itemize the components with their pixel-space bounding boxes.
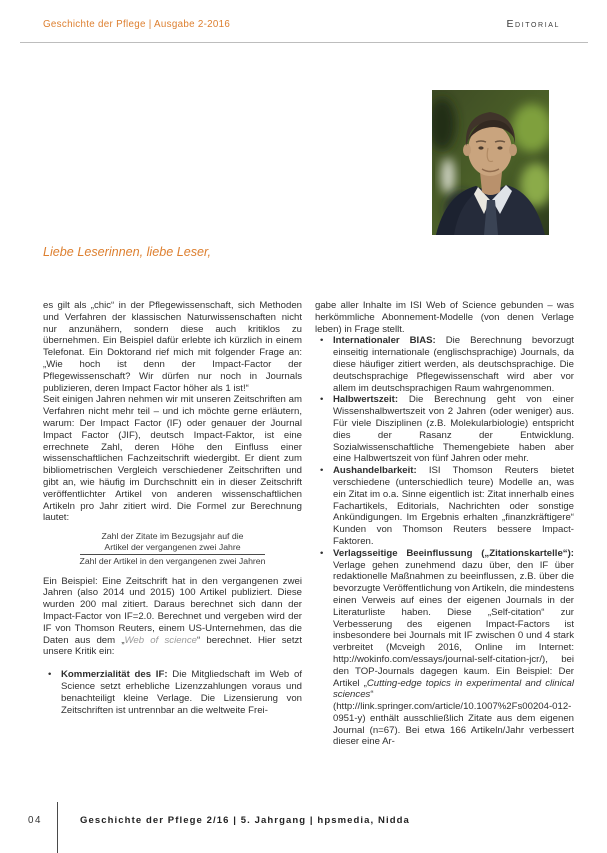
footer-divider bbox=[57, 802, 58, 853]
header-journal-title: Geschichte der Pflege | Ausgabe 2-2016 bbox=[43, 19, 231, 30]
paragraph: Seit einigen Jahren nehmen wir mit unseren Zeitschriften am Verfahren nicht mehr teil – und ich möchte gerne erläutern, warum: Der Impact Factor (IF) oder genauer der Journal Impact Factor (JIF), deutsch Impact-Faktor, ist eine errechnete Zahl, deren Höhe den Einfluss einer wissenschaftlichen Fachzeitschrift wiedergibt. Er dient zum bibliometrischen Vergleich verschiedener Zeitschriften und gibt an, wie häufig im Durchschnitt ein in dieser Zeitschrift veröffentlichter Artikel von anderen wissenschaftlichen Artikeln pro Jahr zitiert wird. Die Formel zur Berechnung lautet: bbox=[43, 394, 302, 524]
paragraph: es gilt als „chic“ in der Pflegewissenschaft, sich Methoden und Verfahren der klassischen Naturwissenschaften nicht nur anzunähern, sondern diese auch kritiklos zu übernehmen. Ein Beispiel dafür erlebte ich kürzlich in einem Telefonat. Ein Doktorand rief mich mit folgender Frage an: „Wie hoch ist denn der Impact-Factor der Pflegewissenschaft? Wir dürfen nur noch in Journals publizieren, deren Impact Factor höher als 1 ist!“ bbox=[43, 300, 302, 394]
formula-denominator: Zahl der Artikel in den vergangenen zwei Jahren bbox=[79, 555, 266, 566]
paragraph-continuation: gabe aller Inhalte im ISI Web of Science gebunden – was herkömmliche Abonnement-Modelle (von denen Verlage leben) in Frage stellt. bbox=[315, 300, 574, 335]
header-divider bbox=[20, 42, 588, 43]
formula-numerator-line2: Artikel der vergangenen zwei Jahre bbox=[104, 541, 241, 552]
editor-portrait-photo bbox=[432, 90, 549, 235]
list-item-kommerzialitaet: • Kommerzialität des IF: Die Mitgliedschaft im Web of Science setzt erhebliche Lizenzzahlungen voraus und benachteiligt kleine Verlage. Die Lizensierung von Zeitschriften ist untrennbar an die weltweite Frei- bbox=[43, 669, 302, 716]
greeting-line: Liebe Leserinnen, liebe Leser, bbox=[43, 245, 212, 259]
page-number: 04 bbox=[28, 815, 42, 826]
list-item-internationaler-bias: • Internationaler BIAS: Die Berechnung bevorzugt einseitig internationale (englischsprachige) Journals, da diese häufiger zitiert werden, als deutschsprachige. Die deutschsprachige Pflegewissenschaft wird aber vor allem im deutschsprachigen Raum wahrgenommen. bbox=[315, 335, 574, 394]
paragraph: Ein Beispiel: Eine Zeitschrift hat in den vergangenen zwei Jahren (also 2014 und 2015) 100 Artikel publiziert. Diese wurden 200 mal zitiert. Daraus berechnet sich dann der Impact-Factor von IF=2.0. Berechnet und vergeben wird der IF von Thomson Reuters, einem US-Unternehmen, das die Daten aus dem „Web of science“ berechnet. Hier setzt unsere Kritik ein: bbox=[43, 575, 302, 658]
column-right bbox=[315, 300, 574, 748]
portrait-illustration bbox=[432, 90, 549, 235]
impact-factor-formula bbox=[43, 531, 302, 567]
article-body bbox=[43, 300, 574, 748]
column-left bbox=[43, 300, 302, 748]
list-item-verlagsseitige-beeinflussung: • Verlagsseitige Beeinflussung („Zitationskartelle“): Verlage gehen zunehmend dazu über, den IF über redaktionelle Maßnahmen zu beeinflussen, z.B. über die bevorzugte Veröffentlichung von Artikeln, die mindestens einen Verweis auf eines der eigenen Journals in der Literaturliste haben. Diese „Self-citation“ zur Verbesserung des eigenen Impact-Factors ist insbesondere bei Journals mit IF zwischen 0 und 4 stark verbreitet (Mcveigh 2016, Online im Internet: http://wokinfo.com/essays/journal-self-citation-jcr/), bei den TOP-Journals dagegen kaum. Ein Beispiel: Der Artikel „Cutting-edge topics in experimental and clinical sciences“ (http://link.springer.com/article/10.1007%2Fs00204-012-0951-y) enthält ausschließlich Zitate aus dem eigenen Journal (n=67). Bei etwa 166 Artikeln/Jahr verbessert dieser eine Ar- bbox=[315, 548, 574, 749]
list-item-aushandelbarkeit: • Aushandelbarkeit: ISI Thomson Reuters bietet verschiedene (unterschiedlich teure) Modelle an, was ein Zitat im o.a. Sinne eigentlich ist: Zitat innerhalb eines Fachartikels, Editorials, Nachrichten oder sonstige Ankündigungen. Im Ergebnis erhalten „finanzkräftigere“ Kunden von Thomson Reuters bessere Impact-Faktoren. bbox=[315, 465, 574, 548]
formula-numerator bbox=[80, 531, 266, 555]
formula-numerator-line1: Zahl der Zitate im Bezugsjahr auf die bbox=[101, 531, 244, 542]
header-section-label: Editorial bbox=[506, 18, 560, 30]
list-item-halbwertszeit: • Halbwertszeit: Die Berechnung geht von einer Wissenshalbwertszeit von 2 Jahren (oder weniger) aus. Für viele Disziplinen (z.B. Molekularbiologie) entspricht dies der Rasanz der Entwicklung. Sozialwissenschaftliche Themengebiete haben aber eine Halbwertszeit von fünf Jahren oder mehr. bbox=[315, 394, 574, 465]
footer-journal-info: Geschichte der Pflege 2/16 | 5. Jahrgang | hpsmedia, Nidda bbox=[80, 815, 410, 826]
